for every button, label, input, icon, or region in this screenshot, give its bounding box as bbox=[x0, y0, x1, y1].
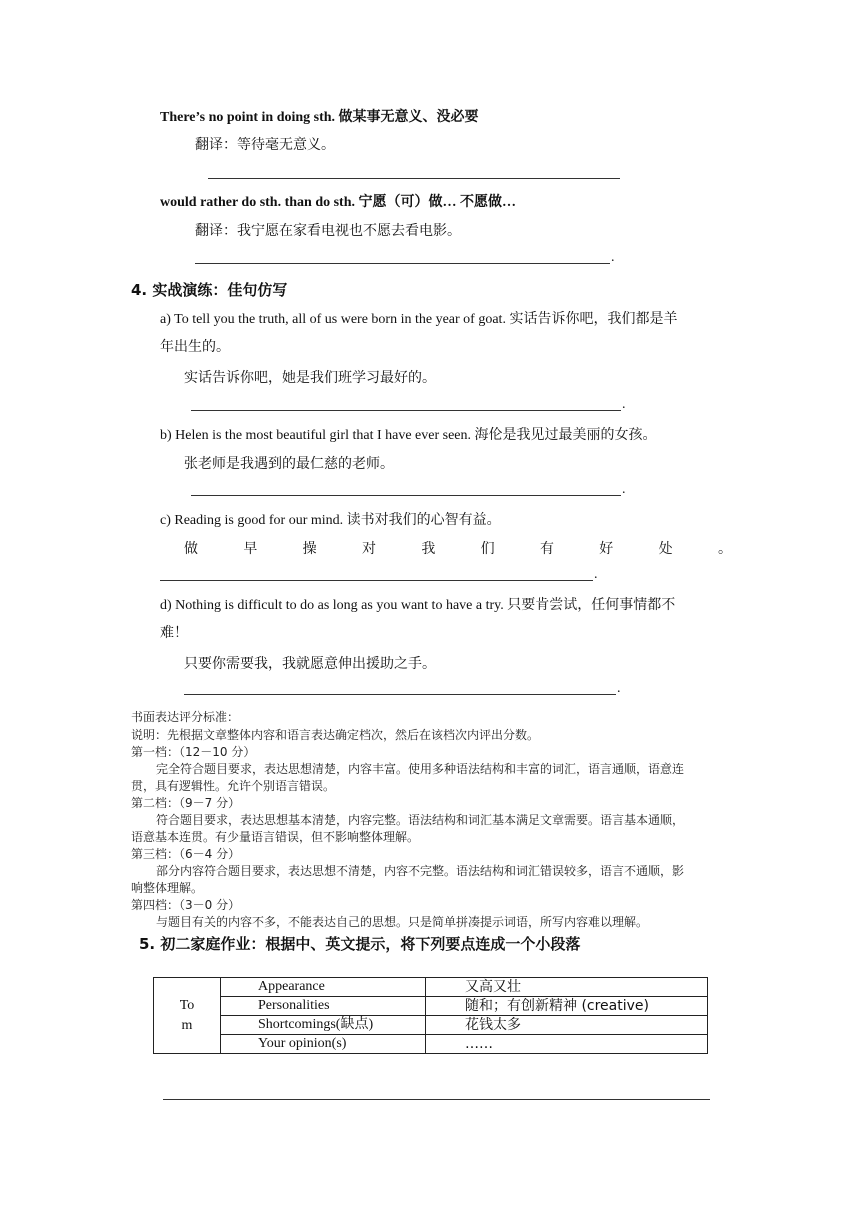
person-name-part: To bbox=[179, 997, 195, 1013]
answer-line[interactable] bbox=[160, 580, 593, 581]
imitation-prompt: 实话告诉你吧，她是我们班学习最好的。 bbox=[184, 370, 436, 386]
table-key-cell: Your opinion(s) bbox=[221, 1035, 426, 1054]
table-row bbox=[154, 1016, 708, 1035]
rubric-level-text: 响整体理解。 bbox=[131, 881, 204, 895]
answer-line[interactable] bbox=[163, 1099, 710, 1100]
section-title: 4. 实战演练：佳句仿写 bbox=[131, 281, 288, 299]
rubric-level-text: 完全符合题目要求，表达思想清楚，内容丰富。使用多种语法结构和丰富的词汇，语言通顺，语意连 bbox=[156, 762, 685, 776]
translation-prompt: 翻译：我宁愿在家看电视也不愿去看电影。 bbox=[195, 223, 461, 239]
rubric-level-text: 贯，具有逻辑性。允许个别语言错误。 bbox=[131, 779, 336, 793]
prompt-char: 操 bbox=[302, 541, 317, 557]
table-value-cell: 随和；有创新精神 (creative) bbox=[426, 997, 708, 1016]
table-key-cell: Appearance bbox=[221, 978, 426, 997]
answer-end-mark: . bbox=[622, 397, 626, 412]
table-key-cell: Shortcomings(缺点) bbox=[221, 1016, 426, 1035]
prompt-char: 有 bbox=[539, 541, 554, 557]
example-sentence-cont: 难！ bbox=[160, 625, 188, 641]
answer-end-mark: . bbox=[611, 250, 615, 265]
phrase-heading: would rather do sth. than do sth. 宁愿（可）做… 不愿做… bbox=[160, 195, 517, 210]
example-sentence: a) To tell you the truth, all of us were born in the year of goat. 实话告诉你吧，我们都是羊 bbox=[160, 312, 678, 327]
answer-end-mark: . bbox=[617, 681, 621, 696]
answer-line[interactable] bbox=[191, 410, 621, 411]
rubric-level-text: 部分内容符合题目要求，表达思想不清楚，内容不完整。语法结构和词汇错误较多，语言不通顺，影 bbox=[156, 864, 685, 878]
imitation-prompt: 张老师是我遇到的最仁慈的老师。 bbox=[184, 456, 394, 472]
rubric-level-text: 与题目有关的内容不多，不能表达自己的思想。只是简单拼凑提示词语，所写内容难以理解。 bbox=[156, 915, 649, 929]
homework-table bbox=[153, 977, 708, 1054]
example-sentence: d) Nothing is difficult to do as long as you want to have a try. 只要肯尝试，任何事情都不 bbox=[160, 598, 676, 613]
table-value-cell: …… bbox=[426, 1035, 708, 1054]
prompt-char: 们 bbox=[480, 541, 495, 557]
phrase-heading: There’s no point in doing sth. 做某事无意义、没必要 bbox=[160, 110, 479, 125]
rubric-title: 书面表达评分标准： bbox=[131, 710, 240, 724]
rubric-level-label: 第四档：（3－0 分） bbox=[131, 898, 241, 912]
example-sentence-cont: 年出生的。 bbox=[160, 339, 230, 355]
imitation-prompt bbox=[184, 538, 732, 558]
prompt-char: 好 bbox=[599, 541, 614, 557]
answer-line[interactable] bbox=[191, 495, 621, 496]
answer-end-mark: . bbox=[594, 567, 598, 582]
answer-end-mark: . bbox=[622, 482, 626, 497]
answer-line[interactable] bbox=[195, 263, 610, 264]
rubric-level-label: 第二档：（9－7 分） bbox=[131, 796, 241, 810]
prompt-char: 我 bbox=[421, 541, 436, 557]
table-row bbox=[154, 1035, 708, 1054]
table-value-cell: 又高又壮 bbox=[426, 978, 708, 997]
prompt-char: 处 bbox=[658, 541, 673, 557]
table-value-cell: 花钱太多 bbox=[426, 1016, 708, 1035]
example-sentence: b) Helen is the most beautiful girl that I have ever seen. 海伦是我见过最美丽的女孩。 bbox=[160, 428, 657, 443]
translation-prompt: 翻译：等待毫无意义。 bbox=[195, 137, 335, 153]
rubric-note: 说明：先根据文章整体内容和语言表达确定档次，然后在该档次内评出分数。 bbox=[131, 728, 540, 742]
prompt-char: 做 bbox=[184, 541, 198, 557]
rubric-level-text: 符合题目要求，表达思想基本清楚，内容完整。语法结构和词汇基本满足文章需要。语言基本通顺， bbox=[156, 813, 685, 827]
table-row bbox=[154, 978, 708, 997]
answer-line[interactable] bbox=[184, 694, 616, 695]
table-key-cell: Personalities bbox=[221, 997, 426, 1016]
prompt-char: 对 bbox=[361, 541, 376, 557]
rubric-level-text: 语意基本连贯。有少量语言错误，但不影响整体理解。 bbox=[131, 830, 420, 844]
table-row bbox=[154, 997, 708, 1016]
prompt-char: 早 bbox=[243, 541, 258, 557]
rubric-level-label: 第一档：（12－10 分） bbox=[131, 745, 256, 759]
answer-line[interactable] bbox=[208, 178, 620, 179]
example-sentence: c) Reading is good for our mind. 读书对我们的心智有益。 bbox=[160, 513, 501, 528]
prompt-char: 。 bbox=[717, 541, 732, 557]
person-name-cell bbox=[154, 978, 221, 1054]
person-name-part: m bbox=[181, 1017, 193, 1033]
imitation-prompt: 只要你需要我，我就愿意伸出援助之手。 bbox=[184, 656, 436, 672]
rubric-level-label: 第三档：（6－4 分） bbox=[131, 847, 241, 861]
section-title: 5. 初二家庭作业：根据中、英文提示，将下列要点连成一个小段落 bbox=[139, 935, 581, 953]
